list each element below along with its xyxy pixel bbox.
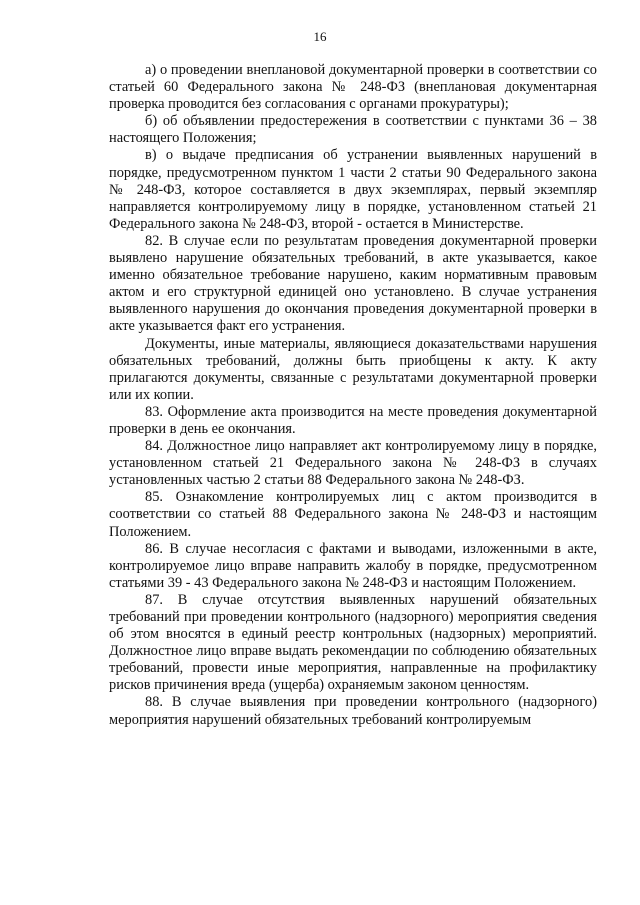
paragraph-82: 82. В случае если по результатам проведения документарной проверки выявлено нарушение обязательных требований, в акте указывается, какое именно обязательное требование нарушено, каким нормативным правовым актом и его структурной единицей оно установлено. В случае устранения выявленного нарушения до окончания проведения документарной проверки в акте указывается факт его устранения. — [109, 232, 597, 335]
paragraph-85: 85. Ознакомление контролируемых лиц с актом производится в соответствии со статьей 88 Федерального закона № 248-ФЗ и настоящим Положением. — [109, 489, 597, 540]
paragraph-item-v: в) о выдаче предписания об устранении выявленных нарушений в порядке, предусмотренном пунктом 1 части 2 статьи 90 Федерального закона № 248-ФЗ, которое составляется в двух экземплярах, первый экземпляр направляется контролируемому лицу в порядке, установленном статьей 21 Федерального закона № 248-ФЗ, второй - остается в Министерстве. — [109, 147, 597, 232]
paragraph-86: 86. В случае несогласия с фактами и выводами, изложенными в акте, контролируемое лицо вправе направить жалобу в порядке, предусмотренном статьями 39 - 43 Федерального закона № 248-ФЗ и настоящим Положением. — [109, 540, 597, 591]
paragraph-87: 87. В случае отсутствия выявленных нарушений обязательных требований при проведении контрольного (надзорного) мероприятия сведения об этом вносятся в единый реестр контрольных (надзорных) мероприятий. Должностное лицо вправе выдать рекомендации по соблюдению обязательных требований, провести иные мероприятия, направленные на профилактику рисков причинения вреда (ущерба) охраняемым законом ценностям. — [109, 591, 597, 694]
page-number: 16 — [313, 29, 327, 44]
body-text — [109, 62, 597, 729]
paragraph-88: 88. В случае выявления при проведении контрольного (надзорного) мероприятия нарушений обязательных требований контролируемым — [109, 694, 597, 728]
paragraph-83: 83. Оформление акта производится на месте проведения документарной проверки в день ее окончания. — [109, 403, 597, 437]
paragraph-84: 84. Должностное лицо направляет акт контролируемому лицу в порядке, установленном статьей 21 Федерального закона № 248-ФЗ в случаях установленных частью 2 статьи 88 Федерального закона № 248-ФЗ. — [109, 438, 597, 489]
paragraph-item-a: а) о проведении внеплановой документарной проверки в соответствии со статьей 60 Федерального закона № 248-ФЗ (внеплановая документарная проверка проводится без согласования с органами прокуратуры); — [109, 62, 597, 113]
paragraph-82-documents: Документы, иные материалы, являющиеся доказательствами нарушения обязательных требований, должны быть приобщены к акту. К акту прилагаются документы, связанные с результатами документарной проверки или их копии. — [109, 335, 597, 403]
paragraph-item-b: б) об объявлении предостережения в соответствии с пунктами 36 – 38 настоящего Положения; — [109, 113, 597, 147]
